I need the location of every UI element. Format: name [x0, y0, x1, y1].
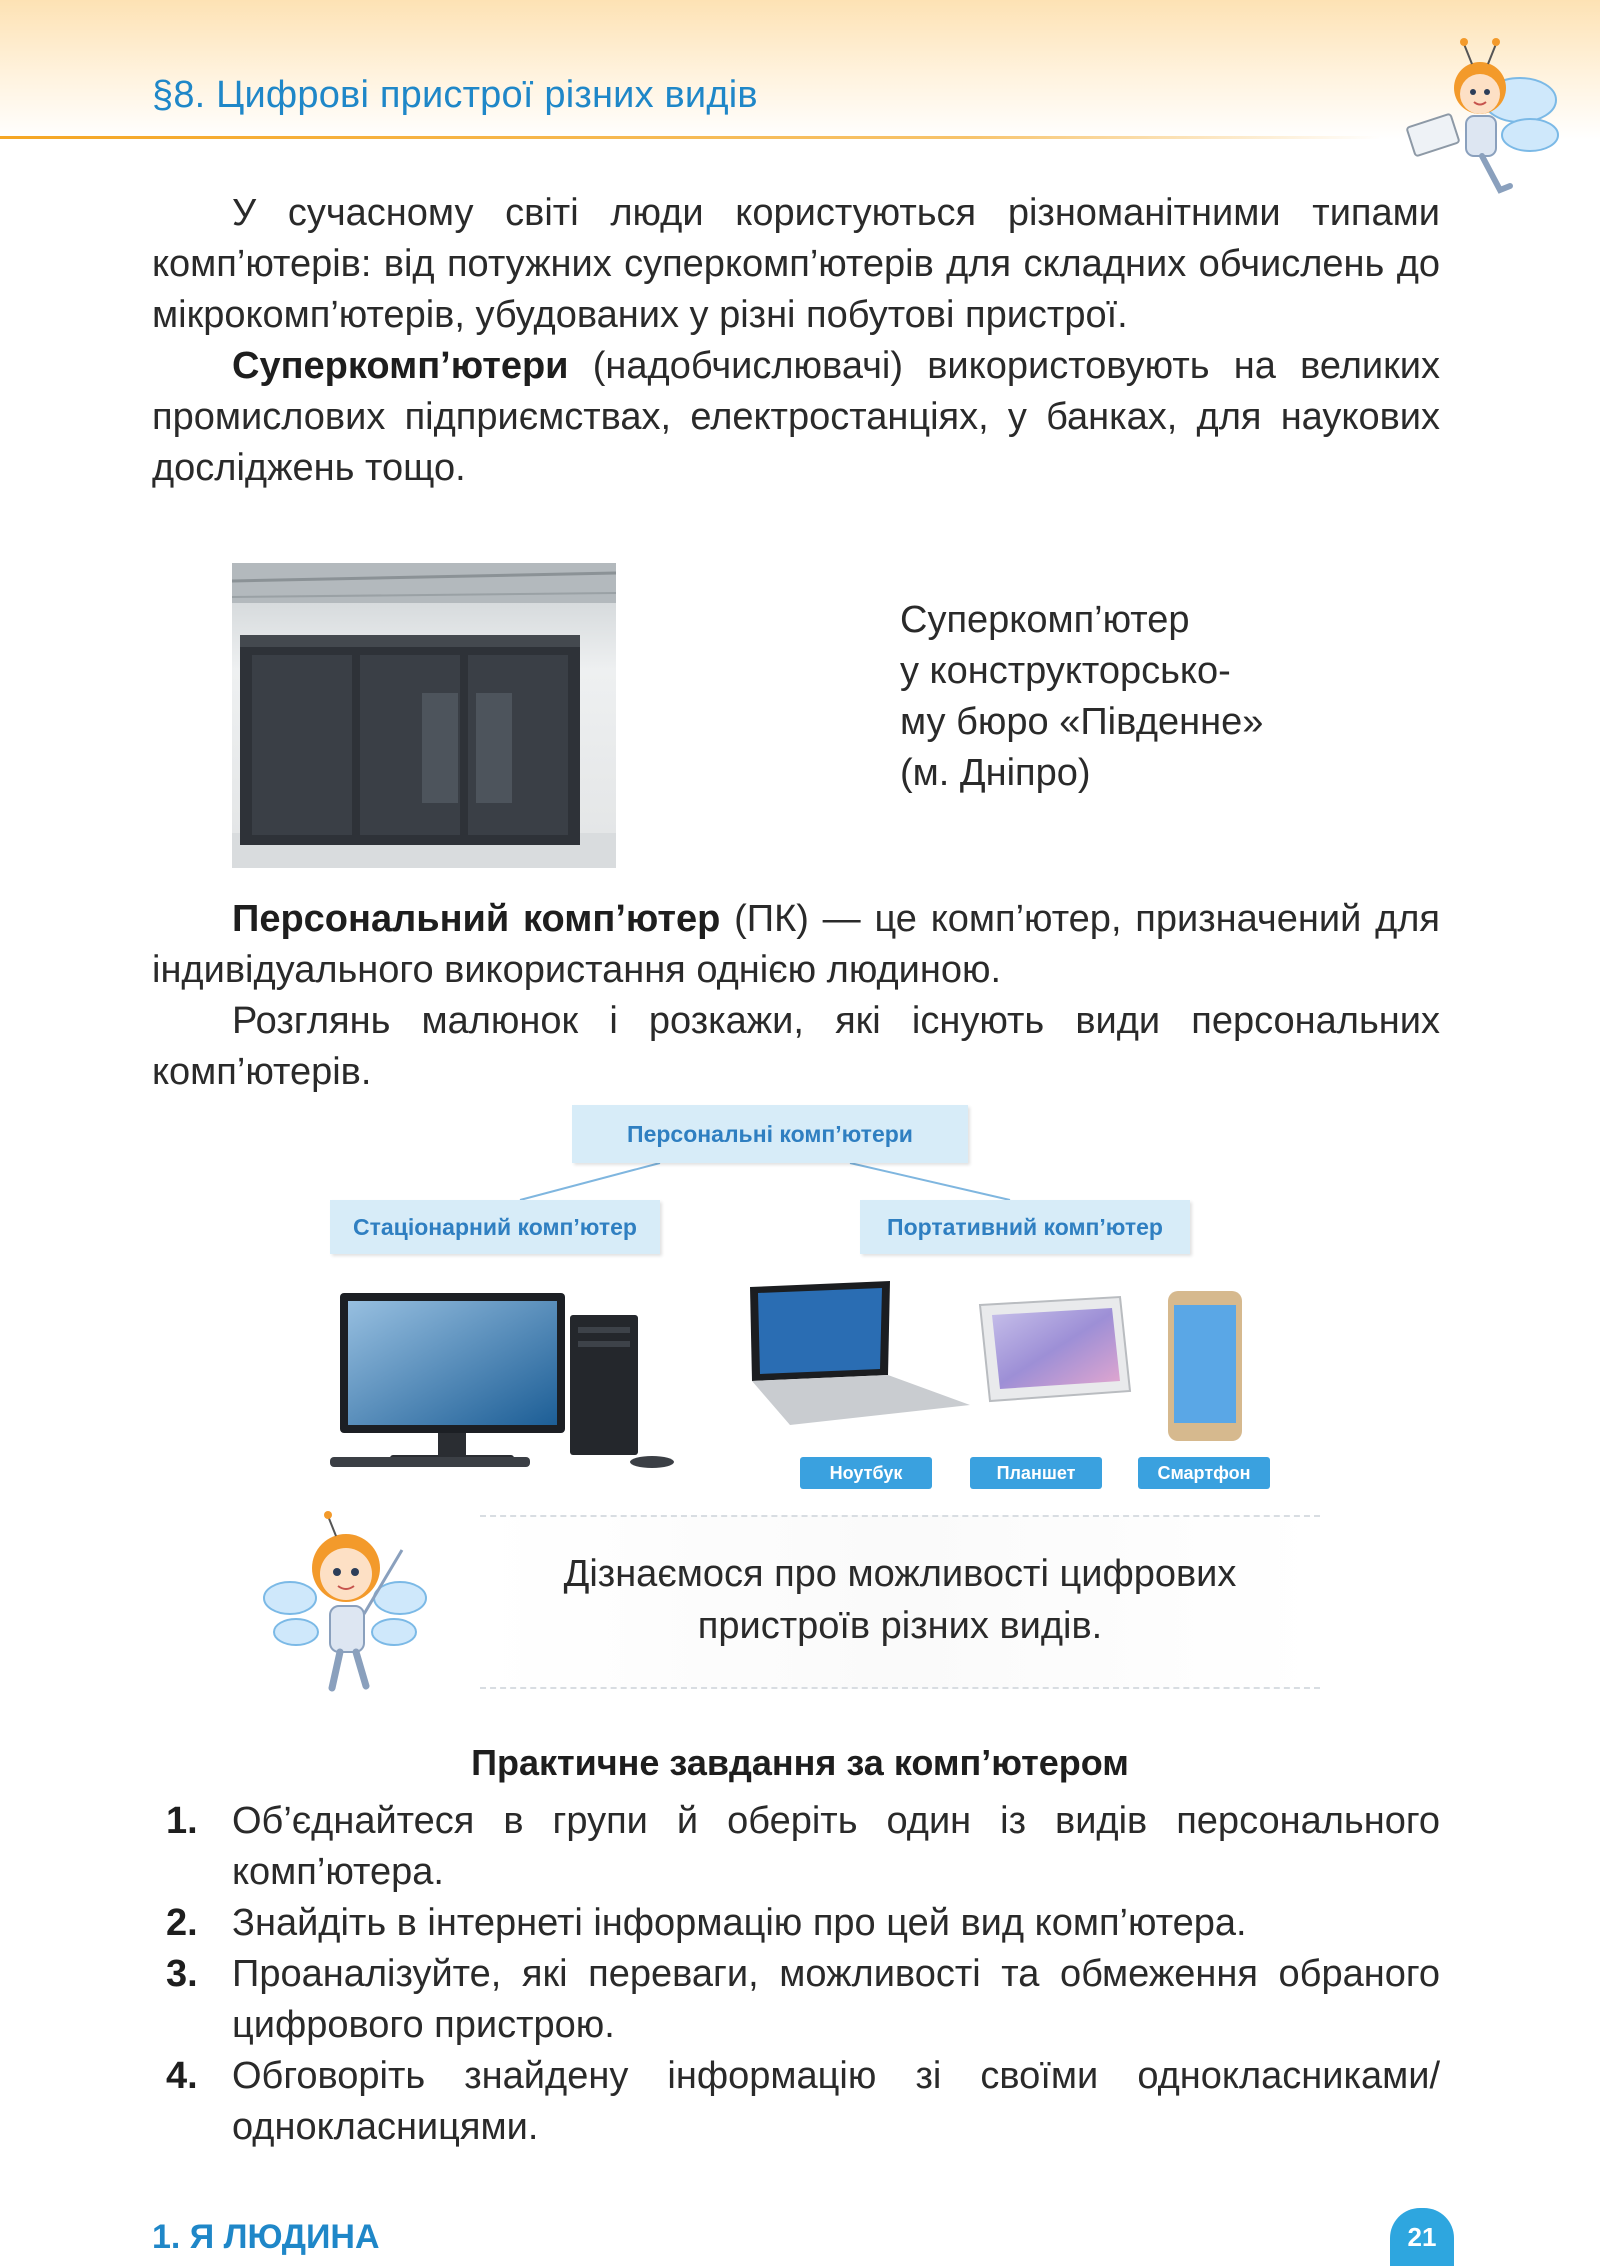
- list-item: [152, 1949, 1440, 2051]
- list-item-text: Знайдіть в інтернеті інформацію про цей вид комп’ютера.: [232, 1902, 1247, 1944]
- list-item: [152, 1898, 1440, 1949]
- list-item-number: 2.: [166, 1902, 198, 1944]
- diagram-connectors: [320, 1105, 1280, 1495]
- list-item-text: Обговоріть знайдену інформацію зі своїми однокласниками/однокласницями.: [232, 2055, 1440, 2148]
- diagram-root-box: Персональні комп’ютери: [572, 1105, 968, 1163]
- list-item-text: Об’єднайтеся в групи й оберіть один із видів персонального комп’ютера.: [232, 1800, 1440, 1893]
- pc-definition-paragraph: [152, 894, 1440, 996]
- pc-text: (ПК) — це комп’ютер, призначений для індивідуального використання однією людиною.: [152, 898, 1440, 991]
- supercomputer-text: (надобчислювачі) використовують на великих промислових підприємствах, електростанціях, у банках, для наукових досліджень тощо.: [152, 345, 1440, 489]
- practical-title: Практичне завдання за комп’ютером: [471, 1742, 1129, 1783]
- tag-smartphone: Смартфон: [1138, 1457, 1270, 1489]
- diagram-portable-box: Портативний комп’ютер: [860, 1200, 1190, 1254]
- callout-text: Дізнаємося про можливості цифрових пристроїв різних видів.: [563, 1553, 1237, 1647]
- header-band: [0, 0, 1600, 140]
- supercomputer-term: Суперкомп’ютери: [232, 345, 569, 387]
- list-item: [152, 1796, 1440, 1898]
- header-rule: [0, 136, 1380, 139]
- fairy-mascot-icon: [262, 1510, 432, 1700]
- list-item-number: 1.: [166, 1800, 198, 1842]
- list-item: [152, 2051, 1440, 2153]
- supercomputer-paragraph: [152, 341, 1440, 494]
- chapter-label: 1. Я ЛЮДИНА: [152, 2218, 380, 2256]
- tag-tablet: Планшет: [970, 1457, 1102, 1489]
- supercomputer-caption: Суперкомп’ютер у конструкторсько- му бюро «Південне» (м. Дніпро): [900, 599, 1264, 794]
- section-title: §8. Цифрові пристрої різних видів: [152, 74, 758, 116]
- tag-laptop: Ноутбук: [800, 1457, 932, 1489]
- pc-types-diagram: [320, 1105, 1280, 1495]
- list-item-number: 4.: [166, 2055, 198, 2097]
- supercomputer-photo: [232, 563, 616, 868]
- pc-text-block: [152, 894, 1440, 1098]
- intro-text-block: [152, 188, 1440, 494]
- practical-list: [152, 1796, 1440, 2153]
- intro-paragraph: У сучасному світі люди користуються різноманітними типами комп’ютерів: від потужних суперкомп’ютерів для складних обчислень до мікрокомп’ютерів, убудованих у різні побутові пристрої.: [152, 192, 1440, 336]
- pc-term: Персональний комп’ютер: [232, 898, 721, 940]
- list-item-number: 3.: [166, 1953, 198, 1995]
- page-number: 21: [1390, 2208, 1454, 2266]
- list-item-text: Проаналізуйте, які переваги, можливості та обмеження обраного цифрового пристрою.: [232, 1953, 1440, 2046]
- pc-prompt-paragraph: Розглянь малюнок і розкажи, які існують види персональних комп’ютерів.: [152, 1000, 1440, 1093]
- diagram-stationary-box: Стаціонарний комп’ютер: [330, 1200, 660, 1254]
- fairy-mascot-icon: [1370, 30, 1570, 210]
